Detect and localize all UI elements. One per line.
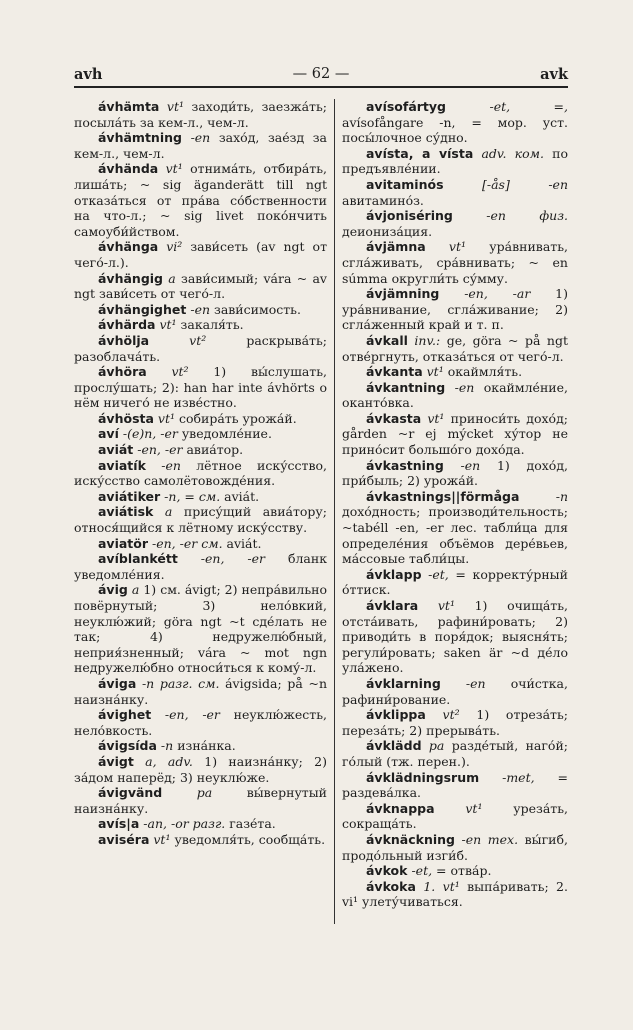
entry-definition: 1) дохо́д, при́быль; 2) урожа́й. (342, 457, 568, 489)
entry-headword: ávhängighet (98, 301, 187, 317)
dictionary-entry (74, 458, 327, 489)
entry-definition: авитамино́з. (342, 192, 424, 208)
entry-grammar: vi² (166, 239, 183, 255)
dictionary-entry (342, 489, 568, 567)
entry-headword: ávklädningsrum (366, 769, 480, 785)
entry-headword: ávhämta (98, 99, 160, 114)
dictionary-entry (342, 738, 568, 769)
dictionary-entry (74, 130, 327, 161)
entry-grammar: -et, = (428, 566, 466, 582)
entry-definition: деиониза́ция. (342, 223, 433, 239)
entry-headword: aviatík (98, 457, 146, 473)
entry-grammar: -en (190, 301, 211, 317)
dictionary-entry (74, 302, 327, 318)
dictionary-entry (74, 489, 327, 505)
entry-definition: изна́нка. (177, 738, 236, 754)
entry-definition: зави́симый; vára ~ av ngt зави́сеть от чего́-л. (74, 270, 327, 302)
entry-definition: корректу́рный о́ттиск. (342, 566, 568, 598)
entry-headword: ávkanta (366, 364, 423, 380)
entry-definition: очи́стка, рафини́рование. (342, 675, 568, 707)
dictionary-entry (342, 879, 568, 910)
entry-grammar: -en, -er (164, 707, 220, 723)
entry-definition: ура́внивать, сгла́живать, сра́внивать; ~ en súmma округли́ть су́мму. (342, 239, 568, 286)
entry-definition: авиа́тор. (186, 442, 244, 458)
entry-headword: ávhämtning (98, 130, 182, 146)
entry-definition: aviát. (224, 488, 260, 504)
entry-definition: зави́симость. (214, 301, 301, 317)
dictionary-entry (342, 863, 568, 879)
entry-definition: закаля́ть. (180, 317, 244, 333)
entry-grammar: pa (428, 738, 445, 754)
dictionary-entry (74, 161, 327, 239)
entry-headword: avísofártyg (366, 99, 447, 114)
entry-grammar: vt¹ (159, 317, 177, 333)
entry-definition: отнима́ть, отбира́ть, лиша́ть; ~ sig äganderätt till ngt отказа́ться от пра́ва со́бственности на что-л.; ~ sig livet поко́нчить самоуби́йством. (74, 161, 327, 239)
dictionary-entry (74, 426, 327, 442)
entry-grammar: -et, = (411, 863, 447, 879)
entry-grammar: -en (460, 457, 481, 473)
entry-headword: ávhöra (98, 364, 147, 380)
dictionary-entry (74, 364, 327, 411)
right-column (342, 99, 568, 929)
entry-definition: отва́р. (450, 863, 492, 879)
entry-definition: вы́гиб, продо́льный изги́б. (342, 831, 568, 863)
page-number: — 62 — (292, 66, 350, 82)
entry-headword: ávjämning (366, 286, 440, 302)
entry-definition: 1) наизна́нку; 2) за́дом наперёд; 3) неуклю́же. (74, 753, 327, 785)
entry-headword: ávhända (98, 161, 159, 177)
entry-headword: aviát (98, 442, 134, 458)
entry-grammar: vt¹ (166, 99, 184, 114)
entry-headword: ávjoniséring (366, 208, 453, 224)
entry-definition: выпа́ривать; 2. vi¹ улету́чиваться. (342, 878, 568, 910)
dictionary-entry (74, 536, 327, 552)
entry-headword: ávigvänd (98, 785, 163, 801)
entry-grammar: -en тех. (461, 831, 519, 847)
entry-headword: ávkok (366, 863, 408, 879)
entry-definition: раздева́лка. (342, 785, 422, 801)
entry-definition: бланк уведомле́ния. (74, 551, 327, 582)
dictionary-entry (74, 333, 327, 364)
entry-definition: вы́вернутый наизна́нку. (74, 785, 327, 816)
entry-grammar: -en, -er (137, 442, 183, 458)
dictionary-entry (342, 239, 568, 286)
entry-grammar: a (164, 504, 173, 520)
entry-definition: разде́тый, наго́й; го́лый (тж. перен.). (342, 738, 568, 769)
entry-definition: раскрыва́ть; разоблача́ть. (74, 332, 327, 364)
entry-grammar: -n (555, 488, 568, 504)
entry-grammar: a (168, 270, 176, 286)
dictionary-entry (342, 146, 568, 177)
entry-headword: avís|a (98, 816, 140, 832)
entry-definition: неуклю́жесть, нело́вкость. (74, 707, 327, 738)
entry-grammar: vt¹ (448, 239, 467, 255)
entry-headword: ávklara (366, 598, 419, 613)
dictionary-entry (74, 317, 327, 333)
dictionary-entry (342, 99, 568, 146)
entry-headword: ávhösta (98, 410, 154, 426)
column-separator (334, 99, 335, 924)
entry-headword: ávkantning (366, 379, 446, 395)
entry-headword: ávkastnings||förmåga (366, 488, 520, 504)
entry-grammar: -met, = (502, 769, 568, 785)
dictionary-entry (74, 676, 327, 707)
entry-definition: лётное иску́сство, иску́сство самолётовожде́ния. (74, 457, 327, 489)
entry-grammar: -en, -er (200, 551, 265, 567)
entry-grammar: -en физ. (486, 208, 568, 224)
entry-grammar: vt² (442, 707, 460, 723)
entry-headword: ávhärda (98, 317, 156, 333)
entry-grammar: -en (454, 379, 475, 395)
entry-grammar: -en, -er см. (152, 535, 223, 551)
entry-definition: ge, göra ~ på ngt отве́ргнуть, отказа́ться от чего́-л. (342, 332, 568, 364)
entry-headword: ávkastning (366, 457, 444, 473)
dictionary-entry (342, 567, 568, 598)
entry-headword: ávigt (98, 753, 134, 769)
dictionary-entry (342, 598, 568, 676)
dictionary-entry (342, 458, 568, 489)
entry-definition: уреза́ть, сокраща́ть. (342, 800, 568, 832)
entry-definition: 1) см. ávigt; 2) непра́вильно повёрнутый; 3) нело́вкий, неуклю́жий; göra ngt ~t сде́лать не так; 4) недружелю́бный, неприя́зненный; vára ~ mot ngn недружелю́бно относи́ться к кому́-л. (74, 582, 327, 676)
entry-definition: avísofångare -n, = мор. уст. посы́лочное су́дно. (342, 114, 568, 146)
entry-headword: avíblankétt (98, 551, 178, 567)
entry-headword: ávknäckning (366, 831, 455, 847)
dictionary-entry (74, 271, 327, 302)
entry-definition: ávigsida; på ~n наизна́нку. (74, 675, 327, 707)
entry-headword: avitaminós (366, 176, 444, 192)
dictionary-entry (342, 364, 568, 380)
entry-headword: aviátisk (98, 504, 154, 520)
entry-grammar: pa (196, 785, 213, 801)
entry-grammar: -n (160, 738, 174, 754)
header-left-guideword: avh (74, 66, 103, 83)
entry-definition: приноси́ть дохо́д; gården ~r ej mýcket ху́тор не прино́сит большо́го дохо́да. (342, 410, 568, 458)
entry-definition: уведомле́ние. (181, 426, 272, 442)
dictionary-entry (342, 286, 568, 333)
dictionary-entry (74, 99, 327, 130)
entry-headword: ávklippa (366, 707, 426, 723)
entry-grammar: 1. vt¹ (423, 878, 460, 894)
entry-grammar: -en (161, 457, 181, 473)
entry-grammar: -en (190, 130, 211, 146)
entry-headword: aviséra (98, 831, 150, 847)
entry-grammar: -en, -ar (464, 286, 531, 302)
entry-grammar: inv.: (414, 332, 441, 348)
dictionary-entry (74, 582, 327, 676)
entry-headword: ávkasta (366, 410, 422, 426)
entry-definition: газе́та. (229, 816, 276, 832)
entry-definition: заходи́ть, заезжа́ть; посыла́ть за кем-л., чем-л. (74, 99, 327, 130)
entry-grammar: vt² (171, 364, 189, 380)
entry-headword: aviatör (98, 535, 149, 551)
entry-definition: по предъявле́нии. (342, 145, 568, 177)
entry-headword: ávklapp (366, 566, 422, 582)
entry-definition: 1) вы́слушать, прослу́шать; 2): han har inte ávhörts о нём ничего́ не изве́стно. (74, 364, 327, 411)
entry-grammar: vt¹ (427, 410, 445, 426)
entry-grammar: -(e)n, -er (122, 426, 178, 442)
entry-grammar: vt¹ (153, 831, 171, 847)
entry-grammar: vt² (189, 332, 207, 348)
entry-definition: окаймле́ние, оканто́вка. (342, 379, 568, 411)
dictionary-entry (342, 380, 568, 411)
dictionary-entry (342, 770, 568, 801)
entry-grammar: -et, =, (489, 99, 568, 114)
entry-headword: ávhängig (98, 270, 163, 286)
entry-definition: зави́сеть (av ngt от чего́-л.). (74, 239, 327, 270)
page-header (74, 66, 568, 84)
entry-definition: 1) отреза́ть; переза́ть; 2) прерыва́ть. (342, 707, 568, 738)
left-column (74, 99, 327, 929)
entry-grammar: -en (465, 675, 486, 691)
dictionary-entry (74, 738, 327, 754)
dictionary-entry (342, 676, 568, 707)
entry-headword: ávkall (366, 332, 408, 348)
dictionary-entry (342, 832, 568, 863)
entry-grammar: a, adv. (145, 753, 193, 769)
dictionary-entry (74, 707, 327, 738)
entry-grammar: adv. ком. (481, 145, 544, 161)
entry-definition: окаймля́ть. (447, 364, 523, 380)
dictionary-entry (342, 411, 568, 458)
entry-headword: ávig (98, 582, 128, 598)
entry-headword: ávkoka (366, 878, 416, 894)
entry-definition: уведомля́ть, сообща́ть. (174, 831, 326, 847)
entry-grammar: vt¹ (437, 598, 455, 613)
entry-headword: ávigsída (98, 738, 157, 754)
entry-headword: aviátiker (98, 488, 161, 504)
entry-definition: дохо́дность; производи́тельность; ~tabéll -en, -er лес. табли́ца для определе́ния объёмов дере́вьев, ма́ссовые табли́цы. (342, 504, 568, 567)
dictionary-entry (74, 785, 327, 816)
dictionary-entry (74, 832, 327, 848)
entry-headword: ávighet (98, 707, 152, 723)
dictionary-entry (74, 411, 327, 427)
entry-grammar: a (131, 582, 140, 598)
dictionary-entry (342, 801, 568, 832)
entry-definition: прису́щий авиа́тору; относя́щийся к лётному иску́сству. (74, 504, 327, 536)
dictionary-entry (74, 239, 327, 270)
dictionary-entry (342, 707, 568, 738)
dictionary-entry (74, 754, 327, 785)
entry-grammar: vt¹ (426, 364, 444, 380)
dictionary-entry (74, 551, 327, 582)
entry-grammar: -n разг. см. (141, 675, 220, 691)
entry-headword: ávknappa (366, 800, 435, 816)
header-rule (74, 86, 568, 88)
entry-headword: ávhölja (98, 332, 150, 348)
entry-definition: 1) ура́внивание, сгла́живание; 2) сгла́женный край и т. п. (342, 286, 568, 333)
dictionary-entry (74, 504, 327, 535)
entry-definition: 1) очища́ть, отста́ивать, рафини́ровать; 2) приводи́ть в поря́док; выясня́ть; регули́ровать; saken är ~d де́ло ула́жено. (342, 598, 568, 676)
entry-grammar: -an, -or разг. (143, 816, 226, 832)
entry-headword: áviga (98, 675, 137, 691)
entry-grammar: vt¹ (165, 161, 183, 177)
dictionary-entry (74, 816, 327, 832)
entry-grammar: -n, = см. (164, 488, 221, 504)
header-right-guideword: avk (540, 66, 568, 83)
entry-definition: собира́ть урожа́й. (179, 410, 297, 426)
entry-headword: ávklarning (366, 675, 441, 691)
entry-definition: aviát. (226, 535, 262, 551)
dictionary-entry (342, 177, 568, 208)
entry-headword: aví (98, 426, 119, 442)
dictionary-entry (74, 442, 327, 458)
entry-headword: avísta, a vísta (366, 145, 474, 161)
entry-grammar: vt¹ (157, 410, 176, 426)
entry-grammar: [-ås] -en (482, 176, 568, 192)
entry-headword: ávhänga (98, 239, 159, 255)
entry-headword: ávklädd (366, 738, 422, 754)
entry-definition: захо́д, зае́зд за кем-л., чем-л. (74, 130, 327, 161)
entry-grammar: vt¹ (465, 800, 483, 816)
dictionary-entry (342, 333, 568, 364)
entry-headword: ávjämna (366, 239, 426, 255)
dictionary-entry (342, 208, 568, 239)
